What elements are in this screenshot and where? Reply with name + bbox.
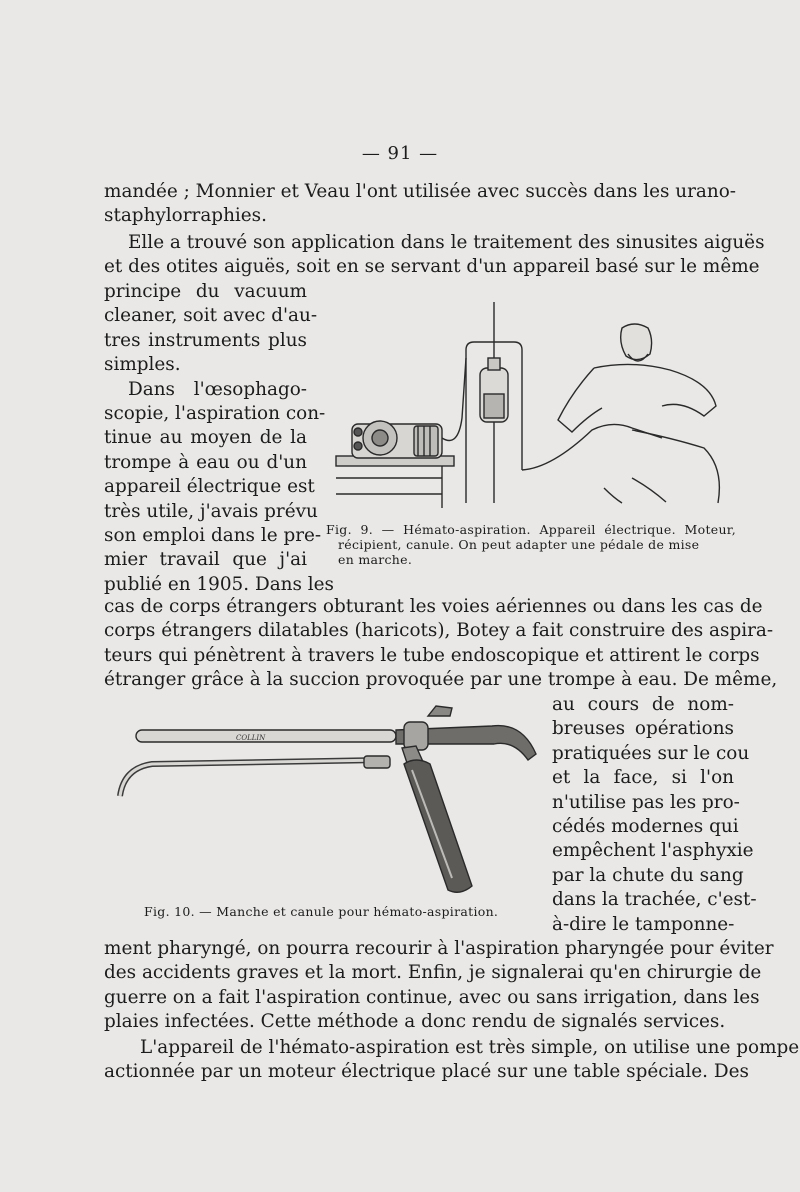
text-line: cédés modernes qui xyxy=(552,816,739,838)
text-line: actionnée par un moteur électrique placé sur une table spéciale. Des xyxy=(104,1061,749,1083)
text-line: ment pharyngé, on pourra recourir à l'aspiration pharyngée pour éviter xyxy=(104,938,774,959)
text-line: dans la trachée, c'est- xyxy=(552,889,757,911)
text-line: appareil électrique est xyxy=(104,476,315,498)
figure-10-illustration xyxy=(112,700,542,900)
stand-drawing xyxy=(466,302,522,503)
caption-line: récipient, canule. On peut adapter une pédale de mise xyxy=(338,537,700,552)
text-line: au cours de nom- xyxy=(552,694,734,715)
paragraph-2 xyxy=(104,231,765,280)
electric-motor-drawing xyxy=(352,421,442,458)
text-line: staphylorraphies. xyxy=(104,205,267,227)
text-line: publié en 1905. Dans les xyxy=(104,573,334,595)
caption-line: en marche. xyxy=(338,552,413,567)
tubing-drawing xyxy=(442,358,662,470)
text-line: cleaner, soit avec d'au- xyxy=(104,305,318,327)
cannula-drawing xyxy=(120,756,390,796)
figure-9-illustration xyxy=(332,298,732,513)
table-drawing xyxy=(336,456,454,508)
text-line: mandée ; Monnier et Veau l'ont utilisée avec succès dans les urano- xyxy=(104,181,737,202)
text-line: plaies infectées. Cette méthode a donc rendu de signalés services. xyxy=(104,1011,726,1033)
narrow-column-right xyxy=(552,693,757,937)
text-line: des accidents graves et la mort. Enfin, je signalerai qu'en chirurgie de xyxy=(104,962,762,984)
narrow-column-left xyxy=(104,280,334,597)
text-line: cas de corps étrangers obturant les voies aériennes ou dans les cas de xyxy=(104,596,763,617)
text-line: très utile, j'avais prévu xyxy=(104,500,318,522)
text-line: simples. xyxy=(104,354,181,376)
text-line: guerre on a fait l'aspiration continue, avec ou sans irrigation, dans les xyxy=(104,986,760,1008)
text-line: Dans l'œsophago- xyxy=(128,378,307,400)
page-number: — 91 — xyxy=(361,143,439,164)
grip-drawing xyxy=(402,746,472,892)
paragraph-3-end xyxy=(104,937,774,1035)
text-line: son emploi dans le pre- xyxy=(104,525,322,547)
text-line: breuses opérations xyxy=(552,718,734,740)
paragraph-4 xyxy=(104,1036,800,1085)
text-line: L'appareil de l'hémato-aspiration est très simple, on utilise une pompe xyxy=(140,1037,800,1058)
text-line: par la chute du sang xyxy=(552,864,744,886)
figure-10-caption xyxy=(144,904,524,919)
text-line: à-dire le tamponne- xyxy=(552,913,735,935)
caption-line: Fig. 10. — Manche et canule pour hémato-aspiration. xyxy=(144,904,499,919)
text-line: et des otites aiguës, soit en se servant d'un appareil basé sur le même xyxy=(104,256,760,278)
text-line: corps étrangers dilatables (haricots), Botey a fait construire des aspira- xyxy=(104,620,774,642)
text-line: pratiquées sur le cou xyxy=(552,742,750,764)
text-line: teurs qui pénètrent à travers le tube endoscopique et attirent le corps xyxy=(104,644,760,666)
text-line: tres instruments plus xyxy=(104,329,307,351)
text-line: et la face, si l'on xyxy=(552,767,734,789)
collin-mark: COLLIN xyxy=(236,734,266,742)
text-line: tinue au moyen de la xyxy=(104,427,307,449)
text-line: trompe à eau ou d'un xyxy=(104,451,307,473)
figure-9-caption xyxy=(326,522,736,567)
text-line: étranger grâce à la succion provoquée par une trompe à eau. De même, xyxy=(104,669,778,691)
paragraph-3-full xyxy=(104,595,778,693)
text-line: n'utilise pas les pro- xyxy=(552,791,740,813)
text-line: scopie, l'aspiration con- xyxy=(104,403,326,425)
paragraph-1 xyxy=(104,180,737,229)
text-line: principe du vacuum xyxy=(104,281,307,302)
operator-drawing xyxy=(558,324,719,503)
text-line: empêchent l'asphyxie xyxy=(552,840,754,862)
text-line: Elle a trouvé son application dans le traitement des sinusites aiguës xyxy=(128,232,765,253)
handle-tube-drawing xyxy=(136,706,536,760)
caption-line: Fig. 9. — Hémato-aspiration. Appareil électrique. Moteur, xyxy=(326,522,736,537)
text-line: mier travail que j'ai xyxy=(104,549,307,571)
